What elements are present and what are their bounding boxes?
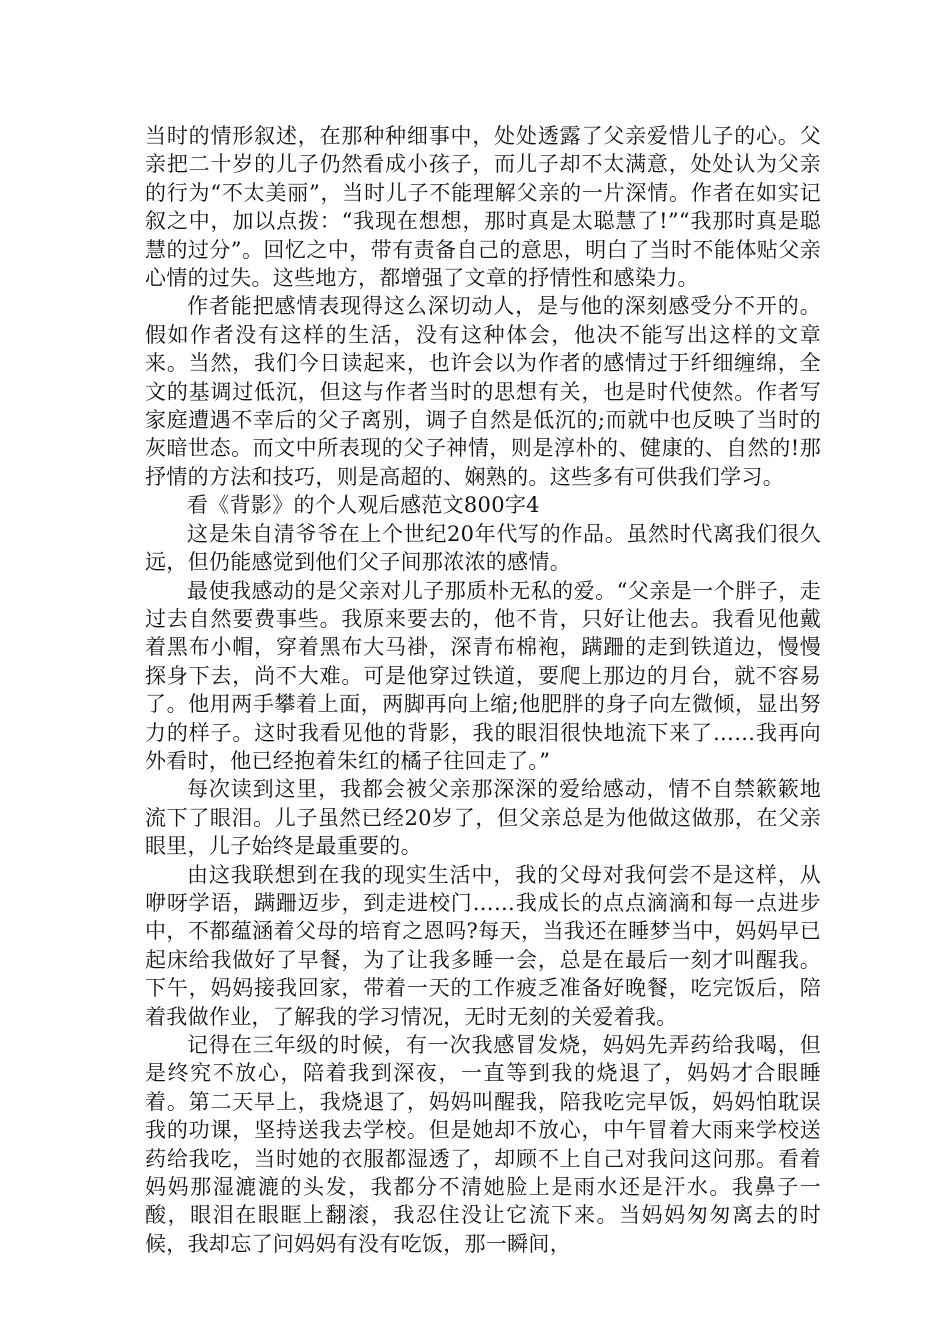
- paragraph-5: 每次读到这里，我都会被父亲那深深的爱给感动，情不自禁簌簌地流下了眼泪。儿子虽然已经20岁了，但父亲总是为他做这做那，在父亲眼里，儿子始终是最重要的。: [145, 777, 821, 859]
- paragraph-7: 记得在三年级的时候，有一次我感冒发烧，妈妈先弄药给我喝，但是终究不放心，陪着我到深夜，一直等到我的烧退了，妈妈才合眼睡着。第二天早上，我烧退了，妈妈叫醒我，陪我吃完早饭，妈妈怕耽误我的功课，坚持送我去学校。但是她却不放心，中午冒着大雨来学校送药给我吃，当时她的衣服都湿透了，却顾不上自己对我问这问那。看着妈妈那湿漉漉的头发，我都分不清她脸上是雨水还是汗水。我鼻子一酸，眼泪在眼眶上翻滚，我忍住没让它流下来。当妈妈匆匆离去的时候，我却忘了问妈妈有没有吃饭，那一瞬间，: [145, 1033, 821, 1256]
- section-heading: 看《背影》的个人观后感范文800字4: [187, 493, 540, 518]
- paragraph-3: 这是朱自清爷爷在上个世纪20年代写的作品。虽然时代离我们很久远，但仍能感觉到他们父子间那浓浓的感情。: [145, 521, 821, 575]
- paragraph-2: 作者能把感情表现得这么深切动人，是与他的深刻感受分不开的。假如作者没有这样的生活，没有这种体会，他决不能写出这样的文章来。当然，我们今日读起来，也许会以为作者的感情过于纤细缠绵，全文的基调过低沉，但这与作者当时的思想有关，也是时代使然。作者写家庭遭遇不幸后的父子离别，调子自然是低沉的;而就中也反映了当时的灰暗世态。而文中所表现的父子神情，则是淳朴的、健康的、自然的!那抒情的方法和技巧，则是高超的、娴熟的。这些多有可供我们学习。: [145, 294, 821, 489]
- document-page: [145, 122, 821, 1258]
- paragraph-6: 由这我联想到在我的现实生活中，我的父母对我何尝不是这样，从咿呀学语，蹒跚迈步，到走进校门……我成长的点点滴滴和每一点进步中，不都蕴涵着父母的培育之恩吗?每天，当我还在睡梦当中，妈妈早已起床给我做好了早餐，为了让我多睡一会，总是在最后一刻才叫醒我。下午，妈妈接我回家，带着一天的工作疲乏准备好晚餐，吃完饭后，陪着我做作业，了解我的学习情况，无时无刻的关爱着我。: [145, 862, 821, 1029]
- paragraph-1: 当时的情形叙述，在那种种细事中，处处透露了父亲爱惜儿子的心。父亲把二十岁的儿子仍然看成小孩子，而儿子却不太满意，处处认为父亲的行为“不太美丽”，当时儿子不能理解父亲的一片深情。作者在如实记叙之中，加以点拨：“我现在想想，那时真是太聪慧了!”“我那时真是聪慧的过分”。回忆之中，带有责备自己的意思，明白了当时不能体贴父亲心情的过失。这些地方，都增强了文章的抒情性和感染力。: [145, 124, 821, 291]
- paragraph-4: 最使我感动的是父亲对儿子那质朴无私的爱。“父亲是一个胖子，走过去自然要费事些。我原来要去的，他不肯，只好让他去。我看见他戴着黑布小帽，穿着黑布大马褂，深青布棉袍，蹒跚的走到铁道边，慢慢探身下去，尚不大难。可是他穿过铁道，要爬上那边的月台，就不容易了。他用两手攀着上面，两脚再向上缩;他肥胖的身子向左微倾，显出努力的样子。这时我看见他的背影，我的眼泪很快地流下来了……我再向外看时，他已经抱着朱红的橘子往回走了。”: [145, 578, 821, 773]
